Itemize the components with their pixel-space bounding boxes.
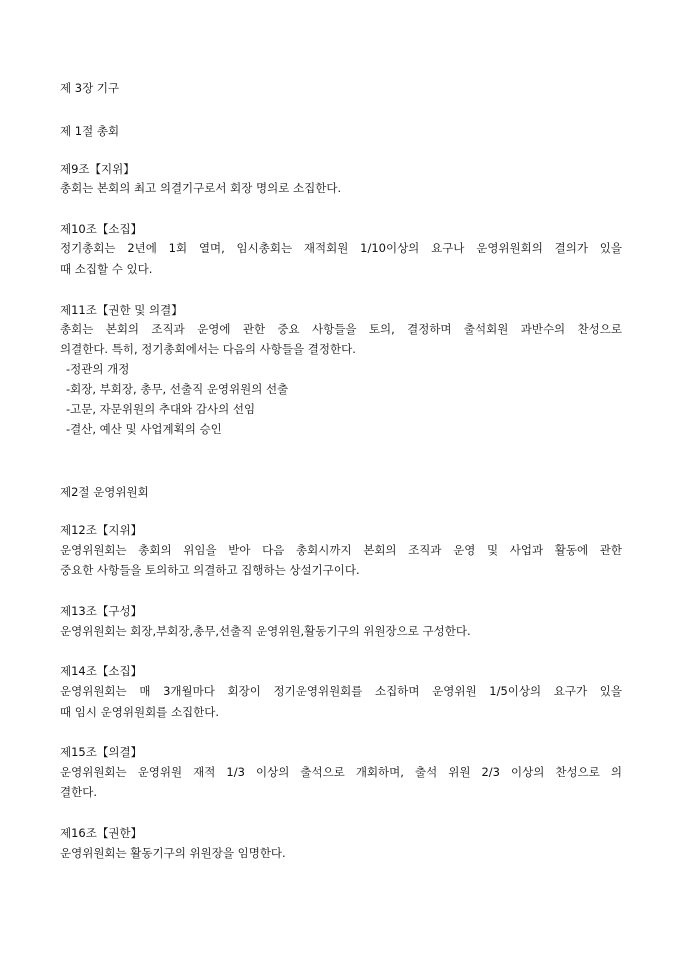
section-title: 제 1절 총회 bbox=[60, 124, 120, 138]
article-heading: 제9조【지위】 bbox=[60, 162, 135, 176]
list-item: -회장, 부회장, 총무, 선출직 운영위원의 선출 bbox=[66, 382, 289, 396]
article-text: 결한다. bbox=[60, 785, 97, 799]
article-text: 총회는 본회의 최고 의결기구로서 회장 명의로 소집한다. bbox=[60, 181, 342, 195]
article-text: 정기총회는 2년에 1회 열며, 임시총회는 재적회원 1/10이상의 요구나 운영위원회의 결의가 있을 bbox=[60, 241, 622, 255]
article-text: 때 임시 운영위원회를 소집한다. bbox=[60, 705, 220, 719]
article-heading: 제12조【지위】 bbox=[60, 523, 143, 537]
article-heading: 제15조【의결】 bbox=[60, 745, 143, 759]
article-text: 때 소집할 수 있다. bbox=[60, 262, 153, 276]
article-text: 운영위원회는 회장,부회장,총무,선출직 운영위원,활동기구의 위원장으로 구성한다. bbox=[60, 624, 471, 638]
article-text: 운영위원회는 운영위원 재적 1/3 이상의 출석으로 개회하며, 출석 위원 2/3 이상의 찬성으로 의 bbox=[60, 765, 622, 779]
list-item: -고문, 자문위원의 추대와 감사의 선임 bbox=[66, 402, 256, 416]
article-text: 운영위원회는 활동기구의 위원장을 임명한다. bbox=[60, 846, 286, 860]
article-heading: 제13조【구성】 bbox=[60, 604, 143, 618]
chapter-title: 제 3장 기구 bbox=[60, 81, 120, 95]
article-heading: 제16조【권한】 bbox=[60, 826, 143, 840]
list-item: -정관의 개정 bbox=[66, 362, 130, 376]
section-title: 제2절 운영위원회 bbox=[60, 485, 149, 499]
article-text: 총회는 본회의 조직과 운영에 관한 중요 사항들을 토의, 결정하며 출석회원 과반수의 찬성으로 bbox=[60, 322, 622, 336]
article-text: 의결한다. 특히, 정기총회에서는 다음의 사항들을 결정한다. bbox=[60, 342, 356, 356]
article-heading: 제10조【소집】 bbox=[60, 222, 143, 236]
article-heading: 제11조【권한 및 의결】 bbox=[60, 303, 183, 317]
article-text: 운영위원회는 매 3개월마다 회장이 정기운영위원회를 소집하며 운영위원 1/5이상의 요구가 있을 bbox=[60, 684, 622, 698]
list-item: -결산, 예산 및 사업계획의 승인 bbox=[66, 422, 222, 436]
article-text: 운영위원회는 총회의 위임을 받아 다음 총회시까지 본회의 조직과 운영 및 사업과 활동에 관한 bbox=[60, 543, 622, 557]
article-heading: 제14조【소집】 bbox=[60, 664, 143, 678]
article-text: 중요한 사항들을 토의하고 의결하고 집행하는 상설기구이다. bbox=[60, 563, 360, 577]
